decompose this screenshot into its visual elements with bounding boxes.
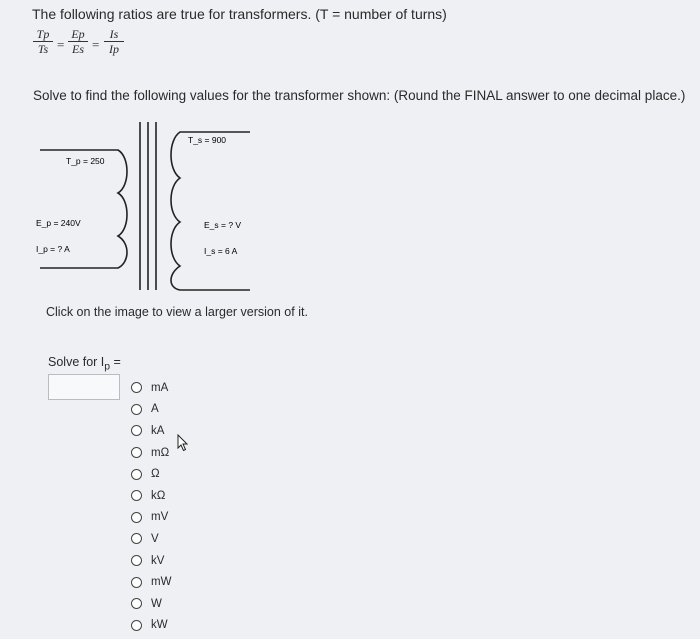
unit-option-label: kΩ — [151, 489, 166, 502]
unit-option[interactable] — [131, 485, 171, 507]
answer-input[interactable] — [48, 374, 120, 400]
secondary-coil — [171, 132, 250, 290]
solve-for-label: Solve for $I_p$ = — [48, 355, 121, 373]
unit-option[interactable] — [131, 399, 171, 421]
unit-option-label: W — [151, 597, 162, 610]
unit-option[interactable] — [131, 615, 171, 637]
intro-text: The following ratios are true for transformers. (T = number of turns) — [32, 6, 447, 22]
fraction-is-ip — [104, 28, 124, 55]
es-label: E_s = ? V — [204, 220, 242, 230]
unit-option-label: kW — [151, 619, 168, 632]
radio-button[interactable] — [131, 469, 142, 480]
radio-button[interactable] — [131, 512, 142, 523]
unit-option-label: mW — [151, 576, 172, 589]
unit-radio-group — [131, 377, 171, 636]
es-symbol: Es — [72, 42, 84, 56]
unit-option-label: A — [151, 403, 159, 416]
unit-option[interactable] — [131, 463, 171, 485]
unit-option-label: kA — [151, 424, 165, 437]
is-symbol: Is — [109, 27, 119, 41]
tp-symbol: Tp — [36, 27, 50, 41]
unit-option[interactable] — [131, 528, 171, 550]
unit-option-label: kV — [151, 554, 165, 567]
ep-label: E_p = 240V — [36, 218, 81, 228]
radio-button[interactable] — [131, 533, 142, 544]
tp-label: T_p = 250 — [66, 156, 105, 166]
ts-label: T_s = 900 — [188, 135, 227, 145]
click-image-note: Click on the image to view a larger version of it. — [46, 305, 308, 319]
ep-symbol: Ep — [71, 27, 85, 41]
fraction-ep-es — [68, 28, 88, 55]
unit-option-label: mA — [151, 381, 169, 394]
unit-option-label: Ω — [151, 468, 160, 481]
radio-button[interactable] — [131, 425, 142, 436]
equals-sign: = — [57, 37, 65, 52]
unit-option[interactable] — [131, 420, 171, 442]
radio-button[interactable] — [131, 577, 142, 588]
ip-label: I_p = ? A — [36, 244, 70, 254]
unit-option-label: V — [151, 532, 159, 545]
unit-option-label: mV — [151, 511, 169, 524]
unit-option[interactable] — [131, 571, 171, 593]
unit-option[interactable] — [131, 550, 171, 572]
radio-button[interactable] — [131, 404, 142, 415]
ip-symbol: Ip — [109, 42, 119, 56]
fraction-tp-ts — [33, 28, 53, 55]
radio-button[interactable] — [131, 490, 142, 501]
unit-option[interactable] — [131, 507, 171, 529]
radio-button[interactable] — [131, 598, 142, 609]
transformer-diagram-image[interactable] — [0, 110, 320, 300]
equals-sign: = — [92, 37, 100, 52]
is-label: I_s = 6 A — [204, 246, 238, 256]
problem-prompt: Solve to find the following values for the transformer shown: (Round the FINAL answer to one decimal place.) — [33, 88, 686, 103]
mouse-pointer-icon — [177, 434, 189, 452]
radio-button[interactable] — [131, 382, 142, 393]
radio-button[interactable] — [131, 447, 142, 458]
radio-button[interactable] — [131, 620, 142, 631]
unit-option[interactable] — [131, 593, 171, 615]
ts-symbol: Ts — [37, 42, 49, 56]
unit-option[interactable] — [131, 377, 171, 399]
unit-option[interactable] — [131, 442, 171, 464]
radio-button[interactable] — [131, 555, 142, 566]
unit-option-label: mΩ — [151, 446, 170, 459]
